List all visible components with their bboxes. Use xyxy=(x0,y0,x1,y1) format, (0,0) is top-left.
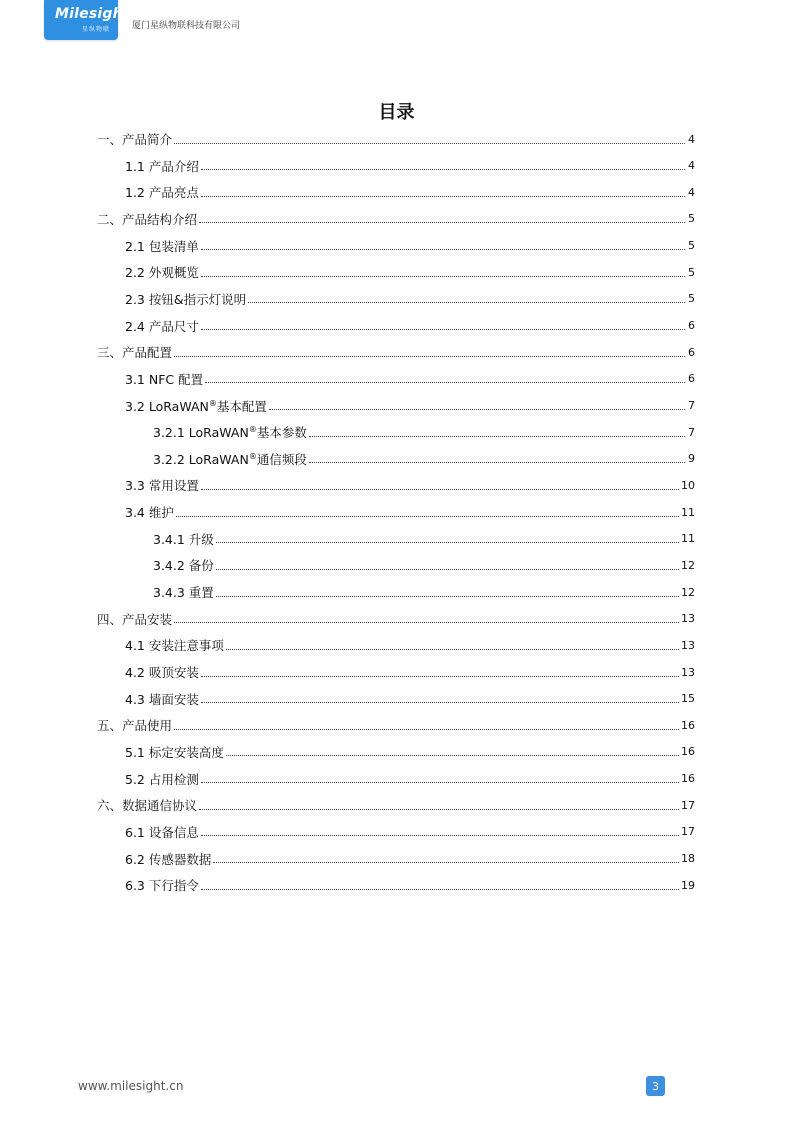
toc-entry-label: 三、产品配置 xyxy=(97,345,173,361)
toc-entry-label: 五、产品使用 xyxy=(97,718,173,734)
toc-entry[interactable] xyxy=(125,259,695,285)
toc-entry[interactable] xyxy=(125,766,695,792)
toc-leader-dots xyxy=(174,729,679,730)
toc-entry[interactable] xyxy=(125,686,695,712)
toc-entry[interactable] xyxy=(125,286,695,312)
toc-leader-dots xyxy=(199,222,685,223)
toc-entry[interactable] xyxy=(153,552,695,578)
toc-entry-label: 1.1 产品介绍 xyxy=(125,158,199,174)
toc-leader-dots xyxy=(201,196,685,197)
toc-page-number: 4 xyxy=(688,185,695,199)
toc-entry-label: 6.1 设备信息 xyxy=(125,824,199,840)
toc-entry[interactable] xyxy=(125,659,695,685)
toc-entry[interactable] xyxy=(125,819,695,845)
toc-leader-dots xyxy=(216,569,679,570)
toc-leader-dots xyxy=(174,356,685,357)
toc-entry-label: 4.3 墙面安装 xyxy=(125,691,199,707)
toc-page-number: 11 xyxy=(681,505,695,519)
toc-entry[interactable] xyxy=(125,366,695,392)
toc-entry-label: 3.4.1 升级 xyxy=(153,531,214,547)
toc-page-number: 18 xyxy=(681,852,695,866)
toc-page-number: 5 xyxy=(688,292,695,306)
toc-leader-dots xyxy=(201,702,679,703)
toc-leader-dots xyxy=(205,382,685,383)
toc-leader-dots xyxy=(213,862,679,863)
toc-leader-dots xyxy=(201,676,679,677)
table-of-contents xyxy=(0,126,793,898)
toc-leader-dots xyxy=(176,516,679,517)
toc-entry[interactable] xyxy=(125,872,695,898)
toc-entry[interactable] xyxy=(125,472,695,498)
toc-entry[interactable] xyxy=(97,792,695,818)
toc-entry[interactable] xyxy=(125,233,695,259)
toc-entry-label: 3.4.2 备份 xyxy=(153,558,214,574)
toc-page-number: 17 xyxy=(681,825,695,839)
registered-mark: ® xyxy=(248,451,257,461)
toc-page-number: 12 xyxy=(681,585,695,599)
logo-text: Milesight xyxy=(55,6,130,22)
toc-entry[interactable] xyxy=(125,393,695,419)
toc-entry[interactable] xyxy=(153,526,695,552)
toc-leader-dots xyxy=(216,596,679,597)
toc-entry-label: 3.3 常用设置 xyxy=(125,478,199,494)
toc-leader-dots xyxy=(174,143,685,144)
toc-page-number: 4 xyxy=(688,132,695,146)
toc-entry-label: 二、产品结构介绍 xyxy=(97,211,198,227)
toc-page-number: 9 xyxy=(688,452,695,466)
toc-page-number: 13 xyxy=(681,612,695,626)
toc-page-number: 13 xyxy=(681,665,695,679)
toc-page-number: 11 xyxy=(681,532,695,546)
toc-page-number: 4 xyxy=(688,159,695,173)
footer-url[interactable]: www.milesight.cn xyxy=(78,1079,184,1093)
toc-leader-dots xyxy=(309,462,685,463)
toc-entry[interactable] xyxy=(125,153,695,179)
milesight-logo xyxy=(44,0,130,40)
toc-leader-dots xyxy=(309,436,685,437)
toc-leader-dots xyxy=(248,302,685,303)
toc-page-number: 6 xyxy=(688,319,695,333)
toc-leader-dots xyxy=(199,809,679,810)
toc-entry-label: 1.2 产品亮点 xyxy=(125,185,199,201)
toc-leader-dots xyxy=(201,489,679,490)
company-name: 厦门星纵物联科技有限公司 xyxy=(132,21,241,31)
toc-page-number: 15 xyxy=(681,692,695,706)
toc-entry[interactable] xyxy=(125,632,695,658)
toc-entry[interactable] xyxy=(97,339,695,365)
registered-mark: ® xyxy=(248,425,257,435)
toc-entry-label: 2.1 包装清单 xyxy=(125,238,199,254)
toc-entry-label: 4.2 吸顶安装 xyxy=(125,665,199,680)
toc-entry[interactable] xyxy=(153,579,695,605)
toc-page-number: 16 xyxy=(681,745,695,759)
toc-entry[interactable] xyxy=(125,499,695,525)
toc-page-number: 19 xyxy=(681,878,695,892)
toc-leader-dots xyxy=(201,782,679,783)
toc-entry-label: 6.3 下行指令 xyxy=(125,878,199,894)
toc-entry-label: 3.2.2 LoRaWAN®通信频段 xyxy=(153,451,307,467)
toc-entry-label: 六、数据通信协议 xyxy=(97,798,198,814)
toc-entry[interactable] xyxy=(97,126,695,152)
toc-page-number: 17 xyxy=(681,798,695,812)
toc-entry[interactable] xyxy=(125,179,695,205)
toc-entry[interactable] xyxy=(153,419,695,445)
toc-entry[interactable] xyxy=(125,313,695,339)
toc-entry-label: 6.2 传感器数据 xyxy=(125,851,212,867)
toc-entry[interactable] xyxy=(97,606,695,632)
toc-page-number: 5 xyxy=(688,212,695,226)
toc-entry-label: 2.3 按钮&指示灯说明 xyxy=(125,291,247,307)
toc-entry-label: 3.4 维护 xyxy=(125,505,174,521)
toc-leader-dots xyxy=(174,622,679,623)
toc-entry-label: 一、产品简介 xyxy=(97,132,173,147)
toc-leader-dots xyxy=(226,755,679,756)
registered-mark: ® xyxy=(208,398,217,408)
toc-page-number: 13 xyxy=(681,638,695,652)
toc-leader-dots xyxy=(201,169,685,170)
toc-entry[interactable] xyxy=(125,846,695,872)
toc-page-number: 5 xyxy=(688,265,695,279)
toc-entry[interactable] xyxy=(125,739,695,765)
toc-entry[interactable] xyxy=(97,206,695,232)
toc-leader-dots xyxy=(201,329,685,330)
toc-page-number: 6 xyxy=(688,372,695,386)
toc-page-number: 7 xyxy=(688,425,695,439)
toc-entry-label: 2.4 产品尺寸 xyxy=(125,318,199,334)
toc-leader-dots xyxy=(226,649,679,650)
toc-page-number: 5 xyxy=(688,239,695,253)
toc-page-number: 16 xyxy=(681,718,695,732)
toc-entry[interactable] xyxy=(97,712,695,738)
toc-entry-label: 3.1 NFC 配置 xyxy=(125,371,204,387)
toc-leader-dots xyxy=(201,889,679,890)
toc-entry-label: 3.2 LoRaWAN®基本配置 xyxy=(125,398,267,414)
toc-leader-dots xyxy=(216,542,679,543)
toc-leader-dots xyxy=(201,276,685,277)
toc-entry[interactable] xyxy=(153,446,695,472)
toc-entry-label: 5.2 占用检测 xyxy=(125,771,199,787)
logo-subtext: 星纵物联 xyxy=(82,26,111,33)
toc-entry-label: 3.4.3 重置 xyxy=(153,585,214,601)
toc-entry-label: 5.1 标定安装高度 xyxy=(125,744,224,760)
toc-entry-label: 2.2 外观概览 xyxy=(125,265,199,281)
toc-page-number: 7 xyxy=(688,399,695,412)
toc-page-number: 10 xyxy=(681,478,695,492)
toc-entry-label: 四、产品安装 xyxy=(97,611,173,627)
toc-page-number: 12 xyxy=(681,558,695,572)
toc-entry-label: 3.2.1 LoRaWAN®基本参数 xyxy=(153,425,307,441)
page-title: 目录 xyxy=(378,102,415,123)
toc-leader-dots xyxy=(201,835,679,836)
page-number-badge: 3 xyxy=(646,1076,665,1096)
toc-leader-dots xyxy=(201,249,685,250)
toc-page-number: 16 xyxy=(681,772,695,786)
toc-entry-label: 4.1 安装注意事项 xyxy=(125,638,224,654)
toc-leader-dots xyxy=(269,409,685,410)
toc-page-number: 6 xyxy=(688,345,695,359)
